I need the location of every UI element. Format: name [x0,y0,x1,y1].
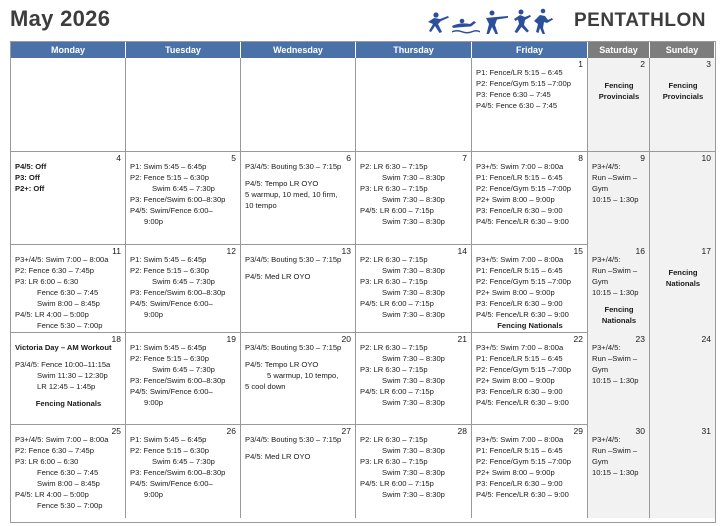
day-number: 30 [635,426,645,436]
event-line: P3+/5: Swim 7:00 – 8:00a [476,255,564,264]
day-cell[interactable] [588,425,650,518]
day-cell[interactable] [241,152,356,245]
event-line: Swim 8:00 – 8:45p [37,479,100,488]
day-number: 9 [640,153,645,163]
event-line: Fence 6:30 – 7:45 [37,288,99,297]
event-line: P3/4/5: Bouting 5:30 – 7:15p [245,435,342,444]
event-line: P4/5: Swim/Fence 6:00– [130,479,213,488]
event-line: P3/4/5: Bouting 5:30 – 7:15p [245,255,342,264]
event-line: Gym [592,277,609,286]
week-row [11,332,715,424]
calendar-grid [11,58,715,517]
event-line: Nationals [665,279,701,288]
week-row [11,58,715,151]
event-line: P3: LR 6:30 – 7:15p [360,184,428,193]
event-line: 5 cool down [245,382,286,391]
weekday-header-saturday: Saturday [588,42,650,58]
event-line: Swim 7:30 – 8:30p [382,173,445,182]
event-line: P1: Swim 5:45 – 6:45p [130,435,207,444]
event-line: Swim 6:45 – 7:30p [152,277,215,286]
day-number: 20 [341,334,351,344]
event-line: P3: Fence/LR 6:30 – 9:00 [476,299,563,308]
event-line: Provincials [598,92,640,101]
event-line: Fencing [668,81,698,90]
day-number: 3 [706,59,711,69]
event-line: Swim 7:30 – 8:30p [382,354,445,363]
event-line: P4/5: Med LR OYO [245,272,311,281]
event-line: P4/5: LR 6:00 – 7:15p [360,299,434,308]
day-number: 16 [635,246,645,256]
day-cell[interactable] [11,333,126,425]
event-line: P4/5: Fence/LR 6:30 – 9:00 [476,310,569,319]
event-line: P4/5: Swim/Fence 6:00– [130,387,213,396]
day-cell[interactable] [472,245,588,333]
day-cell[interactable] [650,152,715,245]
event-line: Fence 5:30 – 7:00p [37,321,103,330]
event-line: P3: LR 6:30 – 7:15p [360,365,428,374]
event-line: P2: Fence/Gym 5:15 –7:00p [476,79,571,88]
event-line: P4/5: LR 6:00 – 7:15p [360,387,434,396]
event-line: Fence 5:30 – 7:00p [37,501,103,510]
day-cell[interactable] [11,245,126,333]
day-cell[interactable] [588,58,650,151]
event-line: 10 tempo [245,201,277,210]
calendar-header [0,0,720,40]
day-number: 19 [226,334,236,344]
event-line: P2: Fence/Gym 5:15 –7:00p [476,277,571,286]
day-number: 23 [635,334,645,344]
event-line: Fencing Nationals [497,321,563,330]
day-cell[interactable] [650,245,715,333]
event-line: P4/5: LR 6:00 – 7:15p [360,206,434,215]
event-line: Fencing [604,305,634,314]
event-line: P3/4/5: Bouting 5:30 – 7:15p [245,162,342,171]
day-number: 12 [226,246,236,256]
day-number: 8 [578,153,583,163]
event-line: P1: Fence/LR 5:15 – 6:45 [476,173,563,182]
day-number: 17 [701,246,711,256]
event-line: P3: LR 6:00 – 6:30 [15,277,79,286]
event-line: P4/5: Swim/Fence 6:00– [130,206,213,215]
event-line: P2: LR 6:30 – 7:15p [360,343,428,352]
weekday-header-wednesday: Wednesday [241,42,356,58]
brand-name: PENTATHLON [573,10,706,31]
event-line: Run –Swim – [592,173,638,182]
event-line: 9:00p [144,490,164,499]
month-title: May 2026 [10,6,111,31]
event-line: P3: Fence/Swim 6:00–8:30p [130,288,226,297]
event-line: Run –Swim – [592,354,638,363]
event-line: 10:15 – 1:30p [592,195,639,204]
event-line: P3+/5: Swim 7:00 – 8:00a [476,162,564,171]
event-line: Fence 6:30 – 7:45 [37,468,99,477]
event-line: P3/4/5: Fence 10:00–11:15a [15,360,111,369]
event-line: P3+/4/5: [592,255,621,264]
event-line: P4/5: Fence 6:30 – 7:45 [476,101,558,110]
weekday-header-sunday: Sunday [650,42,715,58]
event-line: P2: Fence/Gym 5:15 –7:00p [476,365,571,374]
event-line: P2: LR 6:30 – 7:15p [360,162,428,171]
day-number: 10 [701,153,711,163]
event-line: P4/5: LR 4:00 – 5:00p [15,310,89,319]
event-line: Swim 7:30 – 8:30p [382,217,445,226]
event-line: Swim 7:30 – 8:30p [382,266,445,275]
event-line: P4/5: Fence/LR 6:30 – 9:00 [476,217,569,226]
event-line: P3: Fence/Swim 6:00–8:30p [130,376,226,385]
event-line: Provincials [662,92,704,101]
event-line: Gym [592,365,609,374]
event-line: P3: LR 6:30 – 7:15p [360,457,428,466]
day-number: 21 [457,334,467,344]
week-row [11,151,715,244]
day-cell[interactable] [472,152,588,245]
day-number: 27 [341,426,351,436]
day-cell[interactable] [126,245,241,333]
event-line: Swim 8:00 – 8:45p [37,299,100,308]
weekday-header-monday: Monday [11,42,126,58]
event-line: P3+/4/5: Swim 7:00 – 8:00a [15,255,109,264]
event-line: P3/4/5: Bouting 5:30 – 7:15p [245,343,342,352]
event-line: Fencing [668,268,698,277]
day-number: 26 [226,426,236,436]
event-line: P2: Fence 5:15 – 6:30p [130,173,209,182]
event-line: Victoria Day – AM Workout [15,343,112,352]
day-cell[interactable] [126,58,241,151]
day-number: 14 [457,246,467,256]
day-number: 25 [111,426,121,436]
event-line: Swim 6:45 – 7:30p [152,457,215,466]
weekday-header-friday: Friday [472,42,588,58]
event-line: P1: Swim 5:45 – 6:45p [130,255,207,264]
event-line: P4/5: Fence/LR 6:30 – 9:00 [476,398,569,407]
event-line: P1: Swim 5:45 – 6:45p [130,343,207,352]
event-line: Swim 7:30 – 8:30p [382,310,445,319]
day-number: 31 [701,426,711,436]
day-cell[interactable] [588,152,650,245]
day-number: 28 [457,426,467,436]
day-cell[interactable] [356,152,472,245]
event-line: P4/5: Swim/Fence 6:00– [130,299,213,308]
day-number: 7 [462,153,467,163]
event-line: Swim 6:45 – 7:30p [152,184,215,193]
event-line: P4/5: Fence/LR 6:30 – 9:00 [476,490,569,499]
day-number: 13 [341,246,351,256]
event-line: P2: Fence 6:30 – 7:45p [15,266,94,275]
event-line: P3: Fence/Swim 6:00–8:30p [130,195,226,204]
event-line: P3: Fence/LR 6:30 – 9:00 [476,479,563,488]
day-number: 5 [231,153,236,163]
event-line: P2+ Swim 8:00 – 9:00p [476,288,555,297]
event-line: P3+/4/5: [592,162,621,171]
weekday-header-tuesday: Tuesday [126,42,241,58]
event-line: 9:00p [144,398,164,407]
event-line: LR 12:45 – 1:45p [37,382,96,391]
week-row [11,244,715,332]
day-number: 29 [573,426,583,436]
day-number: 6 [346,153,351,163]
event-line: P3: Off [15,173,40,182]
event-line: Fencing [604,81,634,90]
day-number: 22 [573,334,583,344]
day-cell[interactable] [126,333,241,425]
event-line: P4/5: Med LR OYO [245,452,311,461]
event-line: P3+/4/5: Swim 7:00 – 8:00a [15,435,109,444]
event-line: 10:15 – 1:30p [592,376,639,385]
day-cell[interactable] [650,333,715,425]
day-cell[interactable] [11,58,126,151]
event-line: Fencing Nationals [35,399,102,408]
day-cell[interactable] [356,425,472,518]
event-line: P3: LR 6:30 – 7:15p [360,277,428,286]
day-cell[interactable] [241,245,356,333]
event-line: P3+/5: Swim 7:00 – 8:00a [476,343,564,352]
event-line: P2+ Swim 8:00 – 9:00p [476,468,555,477]
day-number: 4 [116,153,121,163]
day-cell[interactable] [11,425,126,518]
event-line: Swim 7:30 – 8:30p [382,468,445,477]
event-line: P4/5: LR 6:00 – 7:15p [360,479,434,488]
event-line: Swim 7:30 – 8:30p [382,288,445,297]
day-cell[interactable] [588,333,650,425]
month-calendar [10,41,716,523]
event-line: P2: LR 6:30 – 7:15p [360,435,428,444]
event-line: Run –Swim – [592,266,638,275]
day-cell[interactable] [650,425,715,518]
day-cell[interactable] [472,333,588,425]
event-line: P3: Fence/Swim 6:00–8:30p [130,468,226,477]
event-line: P1: Fence/LR 5:15 – 6:45 [476,266,563,275]
day-number: 24 [701,334,711,344]
event-line: P4/5: LR 4:00 – 5:00p [15,490,89,499]
day-cell[interactable] [472,58,588,151]
day-cell[interactable] [126,152,241,245]
event-line: P2: Fence 5:15 – 6:30p [130,266,209,275]
event-line: P2: LR 6:30 – 7:15p [360,255,428,264]
event-line: P4/5: Tempo LR OYO [245,179,319,188]
event-line: 5 warmup, 10 tempo, [267,371,339,380]
event-line: P1: Fence/LR 5:15 – 6:45 [476,446,563,455]
event-line: P2+ Swim 8:00 – 9:00p [476,376,555,385]
event-line: 10:15 – 1:30p [592,468,639,477]
day-number: 2 [640,59,645,69]
event-line: P2: Fence 5:15 – 6:30p [130,446,209,455]
day-cell[interactable] [356,58,472,151]
event-line: P3+/4/5: [592,343,621,352]
day-cell[interactable] [650,58,715,151]
day-cell[interactable] [241,58,356,151]
event-line: P2: Fence 6:30 – 7:45p [15,446,94,455]
pentathlon-logo [426,6,554,36]
event-line: P3: Fence/LR 6:30 – 9:00 [476,387,563,396]
event-line: P2+: Off [15,184,45,193]
event-line: Nationals [601,316,637,325]
day-cell[interactable] [588,245,650,333]
week-row [11,424,715,517]
day-cell[interactable] [472,425,588,518]
event-line: P2+ Swim 8:00 – 9:00p [476,195,555,204]
event-line: P3: Fence 6:30 – 7:45 [476,90,551,99]
event-line: P3: LR 6:00 – 6:30 [15,457,79,466]
day-cell[interactable] [356,245,472,333]
event-line: Swim 7:30 – 8:30p [382,376,445,385]
event-line: 5 warmup, 10 med, 10 firm, [245,190,338,199]
day-cell[interactable] [241,425,356,518]
event-line: 9:00p [144,310,164,319]
event-line: P3: Fence/LR 6:30 – 9:00 [476,206,563,215]
event-line: Swim 7:30 – 8:30p [382,195,445,204]
event-line: P2: Fence/Gym 5:15 –7:00p [476,184,571,193]
day-cell[interactable] [241,333,356,425]
day-cell[interactable] [356,333,472,425]
event-line: Gym [592,457,609,466]
event-line: P2: Fence/Gym 5:15 –7:00p [476,457,571,466]
event-line: P3+/4/5: [592,435,621,444]
event-line: Swim 6:45 – 7:30p [152,365,215,374]
event-line: 10:15 – 1:30p [592,288,639,297]
weekday-header-row [11,42,715,58]
event-line: Swim 7:30 – 8:30p [382,446,445,455]
event-line: P2: Fence 5:15 – 6:30p [130,354,209,363]
day-number: 1 [578,59,583,69]
day-cell[interactable] [126,425,241,518]
day-cell[interactable] [11,152,126,245]
event-line: P1: Fence/LR 5:15 – 6:45 [476,354,563,363]
event-line: Swim 7:30 – 8:30p [382,398,445,407]
event-line: Gym [592,184,609,193]
event-line: Swim 11:30 – 12:30p [37,371,108,380]
event-line: 9:00p [144,217,164,226]
event-line: P3+/5: Swim 7:00 – 8:00a [476,435,564,444]
day-number: 11 [112,246,121,256]
event-line: P4/5: Off [15,162,47,171]
event-line: Swim 7:30 – 8:30p [382,490,445,499]
event-line: P4/5: Tempo LR OYO [245,360,319,369]
event-line: P1: Swim 5:45 – 6:45p [130,162,207,171]
event-line: Run –Swim – [592,446,638,455]
day-number: 15 [573,246,583,256]
weekday-header-thursday: Thursday [356,42,472,58]
event-line: P1: Fence/LR 5:15 – 6:45 [476,68,563,77]
day-number: 18 [111,334,121,344]
